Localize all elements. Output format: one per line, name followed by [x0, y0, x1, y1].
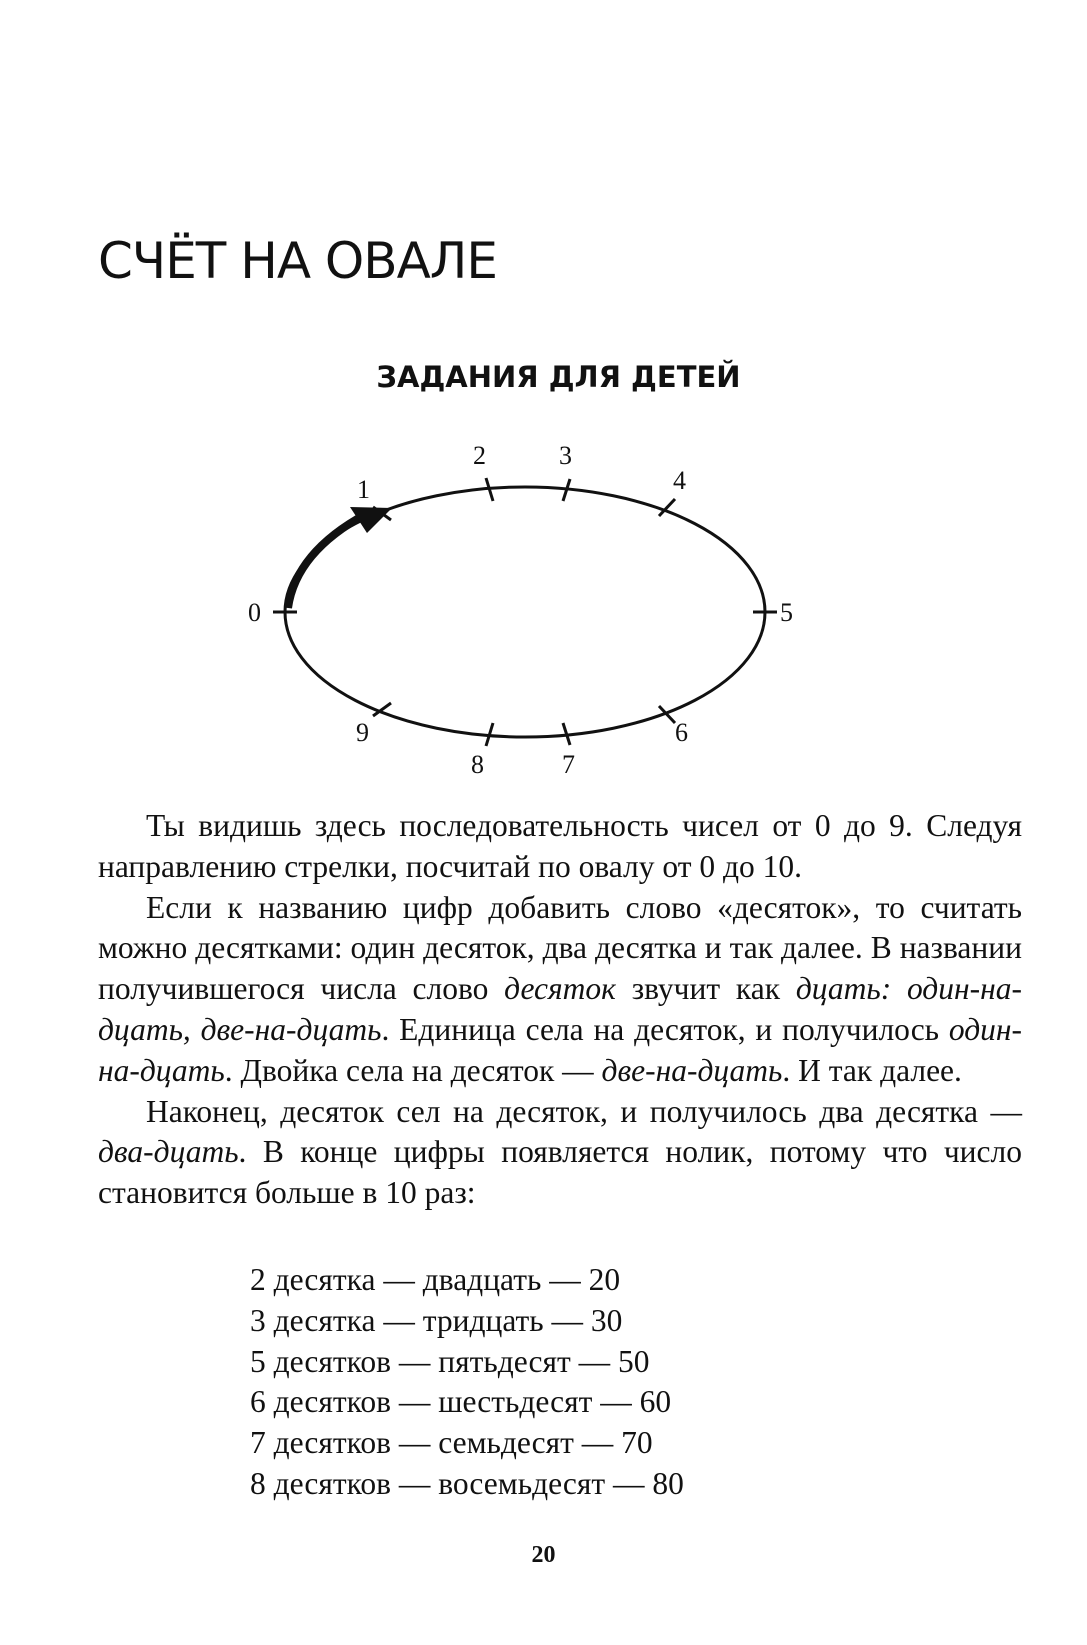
label-9: 9 — [356, 718, 369, 747]
tens-list — [250, 1260, 684, 1505]
label-2: 2 — [473, 441, 486, 470]
label-6: 6 — [675, 718, 688, 747]
label-3: 3 — [559, 441, 572, 470]
oval-shape — [285, 487, 765, 737]
section-title: ЗАДАНИЯ ДЛЯ ДЕТЕЙ — [376, 360, 741, 394]
paragraph-1: Ты видишь здесь последовательность чисел от 0 до 9. Следуя направлению стрелки, посчитай по овалу от 0 до 10. — [98, 808, 1022, 884]
page-number: 20 — [531, 1542, 556, 1568]
label-0: 0 — [248, 598, 261, 627]
page-title: СЧЁТ НА ОВАЛЕ — [98, 232, 497, 290]
list-item: 8 десятков — восемьдесят — 80 — [250, 1465, 684, 1501]
label-8: 8 — [471, 750, 484, 779]
label-5: 5 — [780, 598, 793, 627]
direction-arrow — [288, 514, 366, 608]
label-1: 1 — [357, 475, 370, 504]
list-item: 6 десятков — шестьдесят — 60 — [250, 1384, 672, 1420]
oval-counting-diagram — [0, 0, 1087, 800]
list-item: 7 десятков — семьдесят — 70 — [250, 1425, 653, 1461]
label-7: 7 — [562, 750, 575, 779]
list-item: 2 десятка — двадцать — 20 — [250, 1262, 621, 1297]
paragraph-2: Если к названию цифр добавить слово «десяток», то считать можно десятками: один десяток, два десятка и так далее. В названии получившегося числа слово десяток звучит как дцать: один-на-дцать, две-на-дцать. Единица села на десяток, и получилось один-на-дцать. Двойка села на десяток — две-на-дцать. И так далее. — [98, 889, 1022, 1088]
list-item: 3 десятка — тридцать — 30 — [250, 1302, 623, 1338]
paragraph-3: Наконец, десяток сел на десяток, и получилось два десятка — два-дцать. В конце цифры появляется нолик, потому что число становится больше в 10 раз: — [98, 1093, 1022, 1211]
body-text — [98, 806, 1022, 1214]
label-4: 4 — [673, 466, 686, 495]
list-item: 5 десятков — пятьдесят — 50 — [250, 1343, 650, 1379]
